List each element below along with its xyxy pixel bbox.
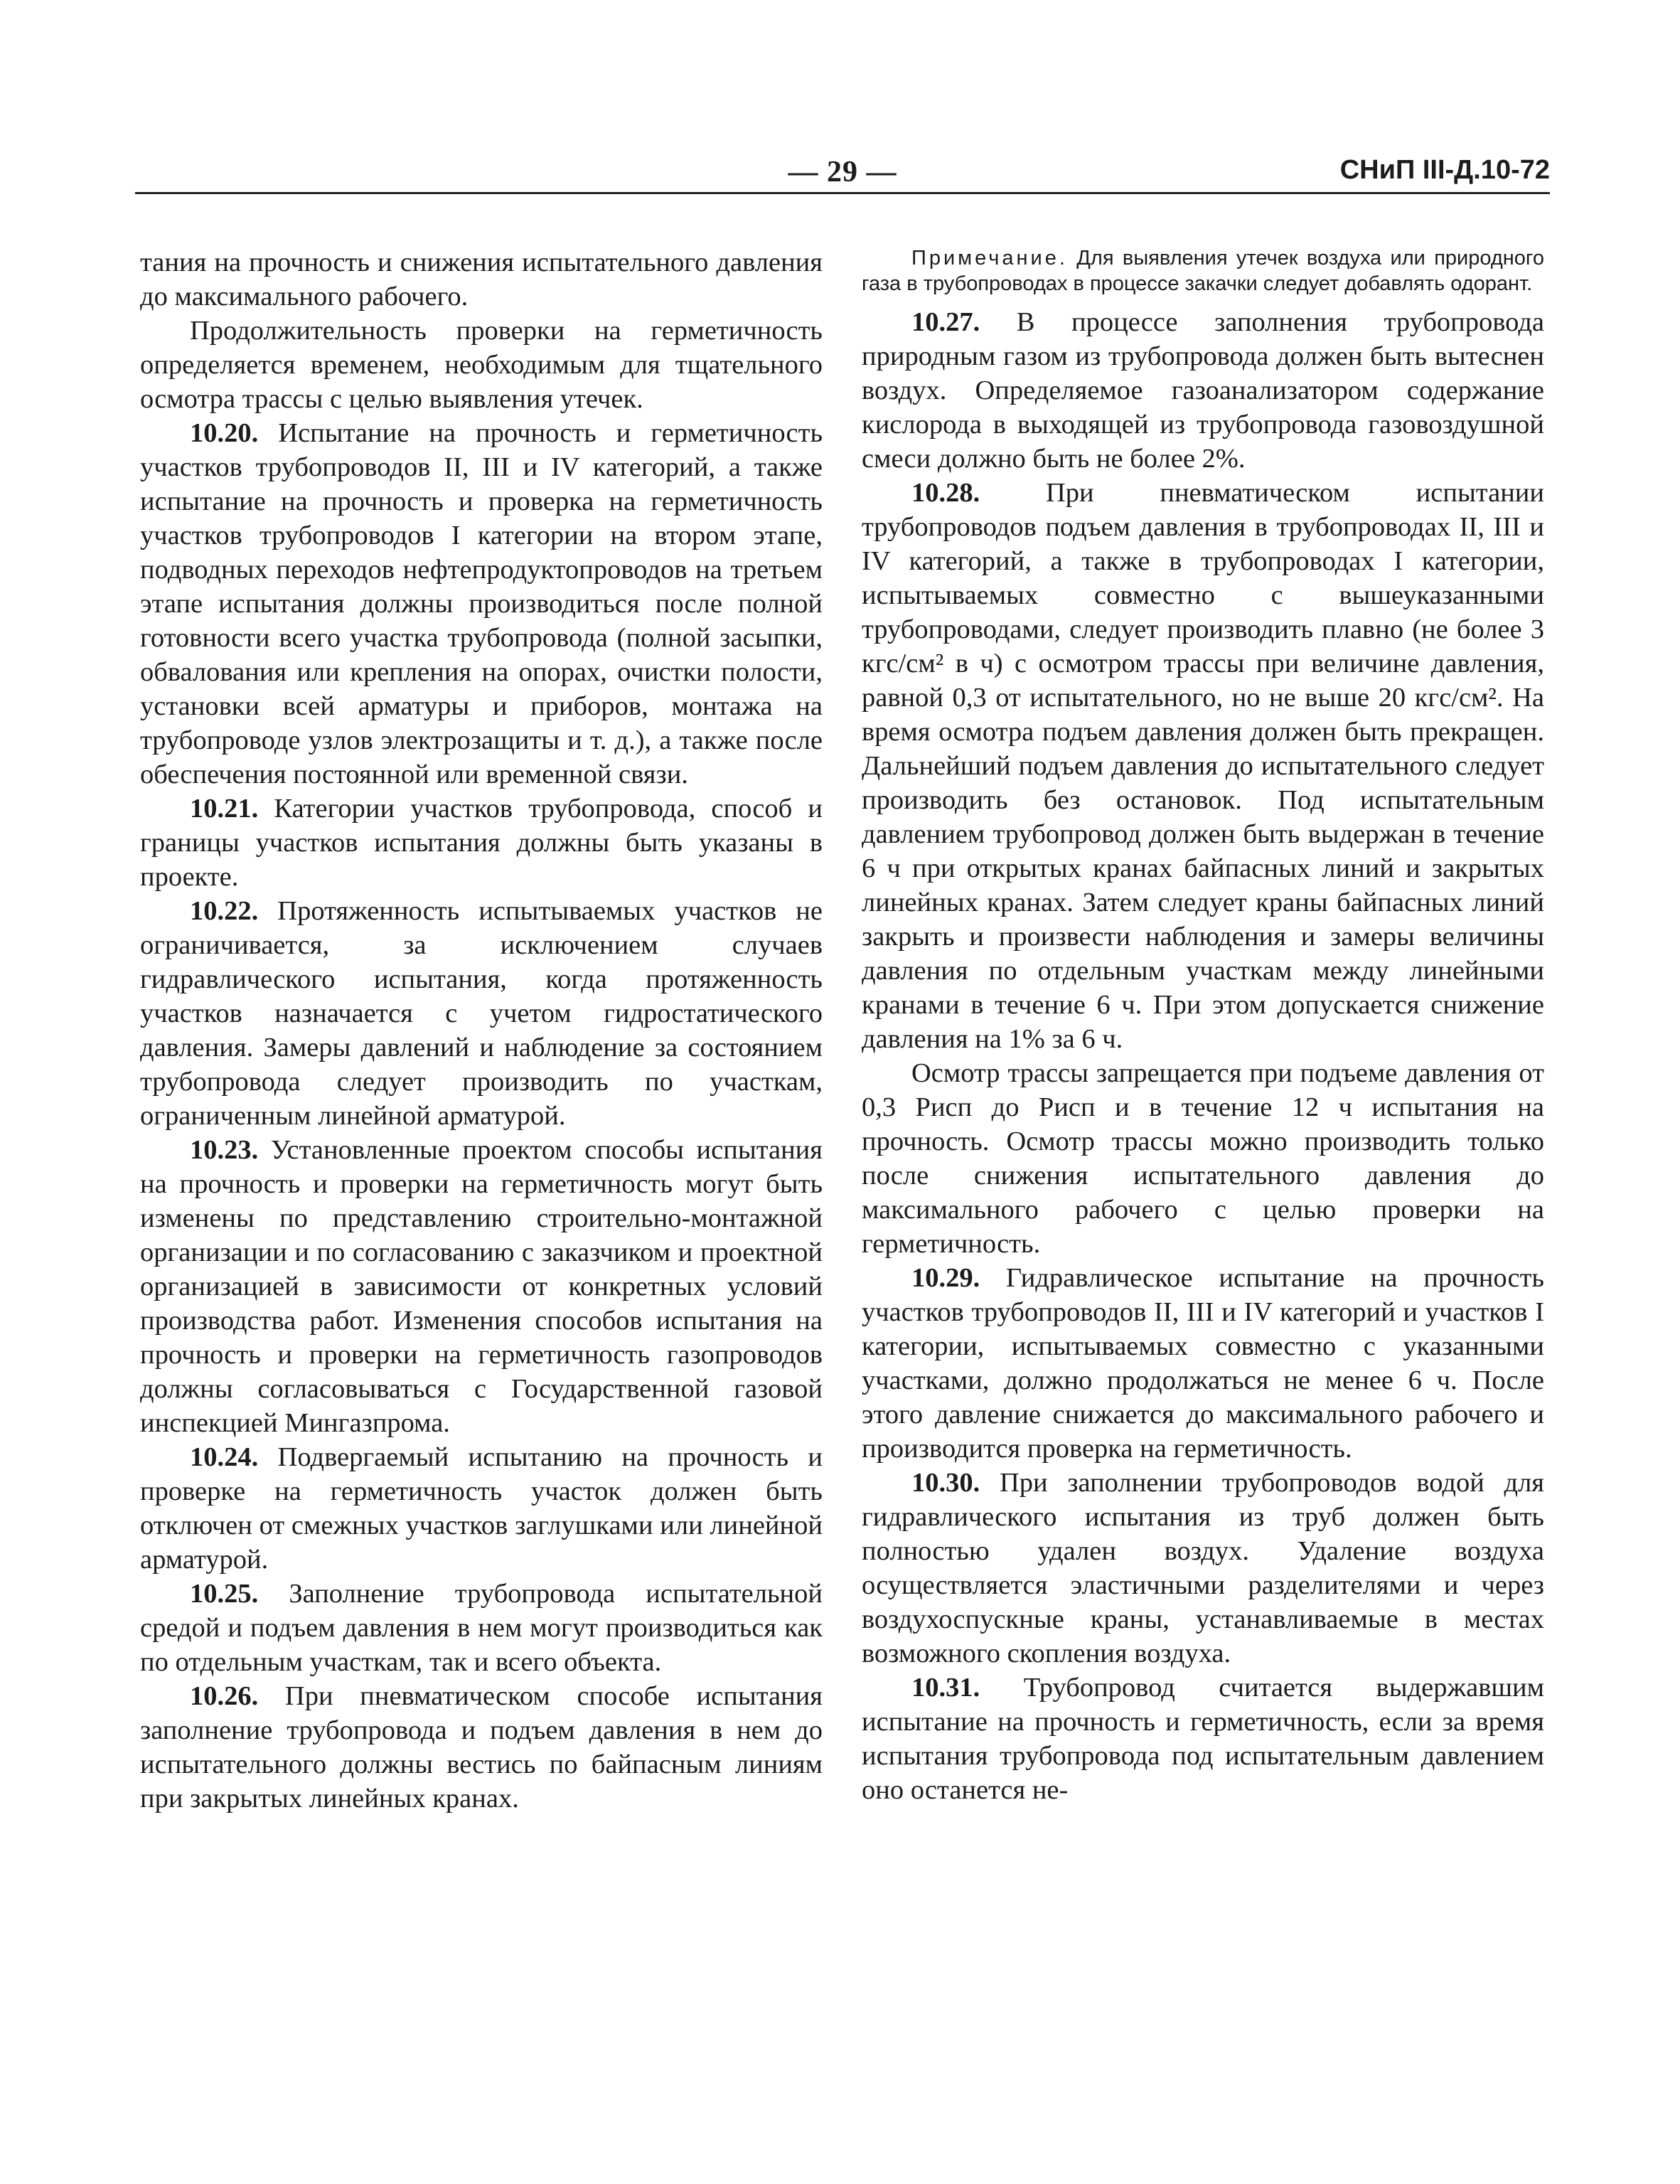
paragraph: тания на прочность и снижения испытательного давления до максимального рабочего. [140,247,823,311]
section-number: 10.25. [190,1579,259,1609]
right-column [862,245,1544,1807]
section-number: 10.31. [911,1673,980,1703]
section-number: 10.21. [190,794,259,824]
paragraph-10-31: 10.31. Трубопровод считается выдержавшим испытание на прочность и герметичность, если за время испытания трубопровода под испытательным давлением оно останется не- [862,1673,1544,1805]
note-label: Примечание. [911,247,1068,270]
section-number: 10.26. [190,1681,259,1711]
section-number: 10.24. [190,1442,259,1472]
page-header [135,155,1550,198]
section-number: 10.30. [911,1468,980,1498]
note: Примечание. Для выявления утечек воздуха или природного газа в трубопроводах в процессе закачки следует добавлять одорант. [862,247,1544,295]
paragraph-10-21: 10.21. Категории участков трубопровода, способ и границы участков испытания должны быть указаны в проекте. [140,794,823,892]
left-column [140,245,823,1816]
section-number: 10.22. [190,896,259,926]
paragraph: Продолжительность проверки на герметичность определяется временем, необходимым для тщательного осмотра трассы с целью выявления утечек. [140,316,823,414]
paragraph-10-29: 10.29. Гидравлическое испытание на прочность участков трубопроводов II, III и IV категорий и участков I категории, испытываемых совместно с указанными участками, должно продолжаться не менее 6 ч. После этого давление снижается до максимального рабочего и производится проверка на герметичность. [862,1263,1544,1464]
section-number: 10.27. [911,307,980,337]
section-number: 10.23. [190,1135,259,1165]
paragraph-10-22: 10.22. Протяженность испытываемых участков не ограничивается, за исключением случаев гидравлического испытания, когда протяженность участков назначается с учетом гидростатического давления. Замеры давлений и наблюдение за состоянием трубопровода следует производить по участкам, ограниченным линейной арматурой. [140,896,823,1131]
paragraph: Осмотр трассы запрещается при подъеме давления от 0,3 Pисп до Pисп и в течение 12 ч испытания на прочность. Осмотр трассы можно производить только после снижения испытательного давления до максимального рабочего с целью проверки на герметичность. [862,1058,1544,1259]
section-number: 10.28. [911,478,980,508]
header-rule [135,192,1550,194]
paragraph-10-27: 10.27. В процессе заполнения трубопровода природным газом из трубопровода должен быть вытеснен воздух. Определяемое газоанализатором содержание кислорода в выходящей из трубопровода газовоздушной смеси должно быть не более 2%. [862,307,1544,474]
paragraph-10-24: 10.24. Подвергаемый испытанию на прочность и проверке на герметичность участок должен быть отключен от смежных участков заглушками или линейной арматурой. [140,1442,823,1575]
paragraph-10-28: 10.28. При пневматическом испытании трубопроводов подъем давления в трубопроводах II, III и IV категорий, а также в трубопроводах I категории, испытываемых совместно с вышеуказанными трубопроводами, следует производить плавно (не более 3 кгс/см² в ч) с осмотром трассы при величине давления, равной 0,3 от испытательного, но не выше 20 кгс/см². На время осмотра подъем давления должен быть прекращен. Дальнейший подъем давления до испытательного следует производить без остановок. Под испытательным давлением трубопровод должен быть выдержан в течение 6 ч при открытых кранах байпасных линий и закрытых линейных кранах. Затем следует краны байпасных линий закрыть и произвести наблюдения и замеры величины давления по отдельным участкам между линейными кранами в течение 6 ч. При этом допускается снижение давления на 1% за 6 ч. [862,478,1544,1054]
section-number: 10.29. [911,1263,980,1293]
paragraph-10-20: 10.20. Испытание на прочность и герметичность участков трубопроводов II, III и IV категорий, а также испытание на прочность и проверка на герметичность участков трубопроводов I категории на втором этапе, подводных переходов нефтепродуктопроводов на третьем этапе испытания должны производиться после полной готовности всего участка трубопровода (полной засыпки, обвалования или крепления на опорах, очистки полости, установки всей арматуры и приборов, монтажа на трубопроводе узлов электрозащиты и т. д.), а также после обеспечения постоянной или временной связи. [140,418,823,789]
paragraph-10-26: 10.26. При пневматическом способе испытания заполнение трубопровода и подъем давления в нем до испытательного должны вестись по байпасным линиям при закрытых линейных кранах. [140,1681,823,1813]
paragraph-10-25: 10.25. Заполнение трубопровода испытательной средой и подъем давления в нем могут производиться как по отдельным участкам, так и всего объекта. [140,1579,823,1677]
document-code: СНиП III-Д.10-72 [1339,155,1550,185]
section-number: 10.20. [190,418,259,448]
paragraph-10-23: 10.23. Установленные проектом способы испытания на прочность и проверки на герметичность могут быть изменены по представлению строительно-монтажной организации и по согласованию с заказчиком и проектной организацией в зависимости от конкретных условий производства работ. Изменения способов испытания на прочность и проверки на герметичность газопроводов должны согласовываться с Государственной газовой инспекцией Мингазпрома. [140,1135,823,1438]
page-number: — 29 — [788,156,897,188]
paragraph-10-30: 10.30. При заполнении трубопроводов водой для гидравлического испытания из труб должен быть полностью удален воздух. Удаление воздуха осуществляется эластичными разделителями и через воздухоспускные краны, устанавливаемые в местах возможного скопления воздуха. [862,1468,1544,1668]
